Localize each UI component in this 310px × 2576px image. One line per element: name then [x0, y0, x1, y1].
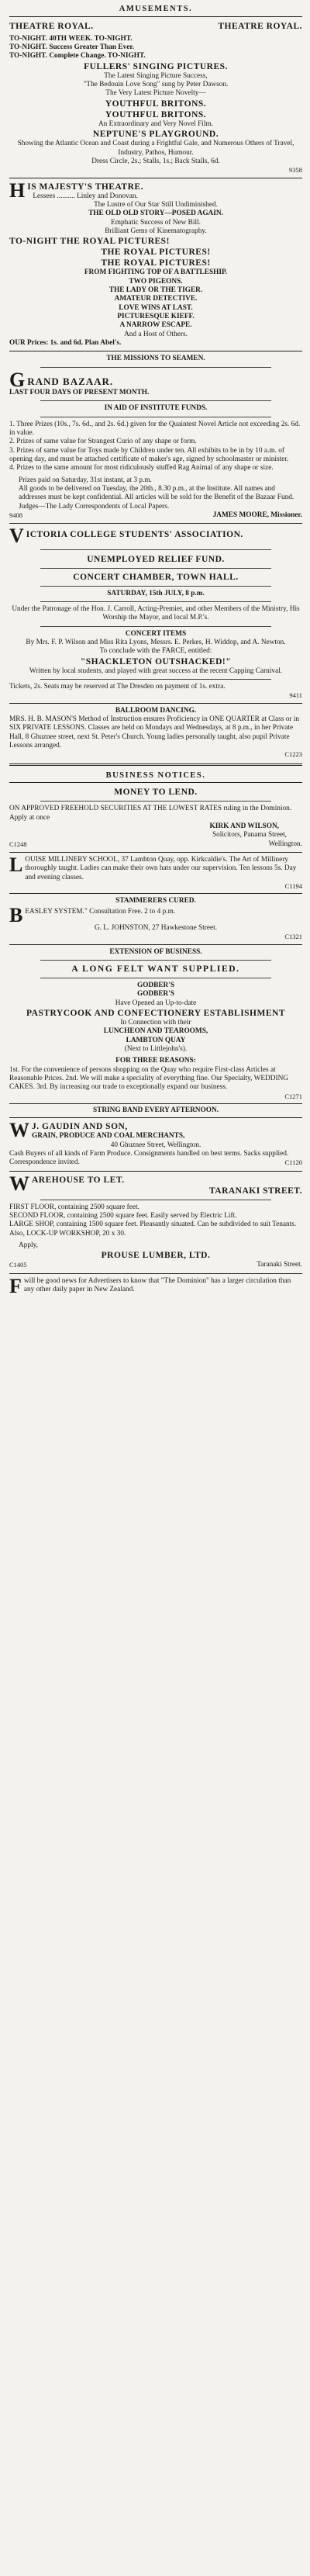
dropcap: L	[9, 853, 23, 877]
gaudin-text: Cash Buyers of all kinds of Farm Produce. Consignments handled on best terms. Sacks supplied.	[9, 1150, 289, 1158]
his-majestys-title: IS MAJESTY'S THEATRE.	[27, 182, 143, 192]
warehouse-large: LARGE SHOP, containing 1500 square feet. Pleasantly situated. Can be subdivided to suit Tenants.	[9, 1220, 297, 1229]
warehouse-firm: PROUSE LUMBER, LTD.	[101, 1251, 211, 1261]
victoria-ad	[9, 525, 302, 548]
extension-ad	[9, 947, 302, 1101]
dropcap: W	[9, 1119, 29, 1142]
theatre-line: The Very Latest Picture Novelty—	[105, 89, 206, 98]
money-addr1: Solicitors, Panama Street,	[212, 831, 287, 840]
extension-lambton: LAMBTON QUAY	[126, 1036, 186, 1044]
relief-farce-desc: Written by local students, and played with great success at the recent Capping Carnival.	[29, 667, 283, 675]
his-majestys-ad	[9, 178, 302, 349]
extension-title: EXTENSION OF BUSINESS.	[109, 947, 202, 956]
stammerers-title: STAMMERERS CURED.	[115, 897, 196, 905]
missions-sign: JAMES MOORE, Missioner.	[212, 511, 302, 519]
theatre-line: Dress Circle, 2s.; Stalls, 1s.; Back Stalls, 6d.	[91, 157, 220, 165]
extension-godber: GODBER'S	[136, 982, 175, 990]
hm-line: A NARROW ESCAPE.	[119, 321, 192, 330]
ballroom-title: BALLROOM DANCING.	[115, 706, 197, 715]
relief-farce-intro: To conclude with the FARCE, entitled:	[99, 647, 212, 656]
footer-notice	[9, 1276, 302, 1296]
missions-ad	[9, 354, 302, 521]
extension-next: (Next to Littlejohn's).	[124, 1045, 188, 1054]
missions-item: 3. Prizes of same value for Toys made by Children under ten. All exhibits to be in by 10 a.m. of opening day, and must be attached certificate of maker's age, signed by schoolmaster or minister.	[9, 446, 289, 463]
hm-line: FROM FIGHTING TOP OF A BATTLESHIP.	[84, 268, 228, 277]
relief-ad	[9, 553, 302, 701]
ad-code: C1248	[9, 840, 27, 848]
stammerers-ad	[9, 896, 302, 941]
relief-concert: CONCERT CHAMBER, TOWN HALL.	[73, 572, 239, 582]
extension-pastry: PASTRYCOOK AND CONFECTIONERY ESTABLISHMENT	[26, 1009, 286, 1019]
ballroom-ad	[9, 706, 302, 760]
missions-grand: RAND BAZAAR.	[27, 375, 114, 387]
missions-item: 4. Prizes to the same amount for most ridiculously stuffed Rag Animal of any shape or size.	[9, 464, 274, 473]
dropcap: W	[9, 1172, 29, 1195]
footer-text: will be good news for Advertisers to know that "The Dominion" has a larger circulation than any other daily paper in New Zealand.	[23, 1276, 291, 1294]
ad-code: C1120	[284, 1158, 302, 1167]
theatre-line: TO-NIGHT. Success Greater Than Ever.	[9, 43, 134, 52]
ad-code: 9411	[289, 691, 302, 700]
warehouse-also: Also, LOCK-UP WORKSHOP, 20 x 30.	[9, 1229, 126, 1238]
hm-line: AMATEUR DETECTIVE.	[114, 295, 198, 303]
dropcap: V	[9, 525, 24, 548]
relief-patron: Under the Patronage of the Hon. J. Carroll, Acting-Premier, and other Members of the Ministry, His Worship the Mayor, and local M.P.'s.	[12, 604, 300, 622]
missions-item: 1. Three Prizes (10s., 7s. 6d., and 2s. 6d.) given for the Quaintest Novel Article not exceeding 2s. 6d. in value.	[9, 420, 301, 437]
millinery-ad	[9, 855, 302, 891]
extension-long-felt: A LONG FELT WANT SUPPLIED.	[71, 964, 240, 975]
theatre-line: An Extraordinary and Very Novel Film.	[98, 119, 214, 128]
hm-line: Emphatic Success of New Bill.	[111, 218, 201, 227]
theatre-line: TO-NIGHT. 40TH WEEK. TO-NIGHT.	[9, 34, 133, 43]
money-title: MONEY TO LEND.	[114, 788, 198, 798]
warehouse-first: FIRST FLOOR, containing 2500 square feet.	[9, 1203, 140, 1211]
stammerers-addr: G. L. JOHNSTON, 27 Hawkestone Street.	[94, 924, 218, 933]
missions-title: THE MISSIONS TO SEAMEN.	[106, 355, 205, 363]
relief-items-title: CONCERT ITEMS	[125, 629, 187, 638]
gaudin-ad	[9, 1120, 302, 1168]
theatre-line: "The Bedouin Love Song" sung by Peter Dawson.	[83, 81, 229, 89]
theatre-line: Showing the Atlantic Ocean and Coast during a Frightful Gale, and Numerous Others of Travel, Industry, Pathos, Humour.	[17, 140, 294, 157]
hm-line: THE OLD OLD STORY—POSED AGAIN.	[88, 209, 223, 218]
relief-farce: "SHACKLETON OUTSHACKED!"	[80, 656, 232, 667]
ad-code: C1194	[284, 882, 302, 891]
millinery-text: OUISE MILLINERY SCHOOL, 37 Lambton Quay, opp. Kirkcaldie's. The Art of Millinery thoroughly taught. Ladies can make their own hats under our supervision. Ten lessons 5s. Day and evening classes.	[25, 856, 297, 881]
theatre-line: YOUTHFUL BRITONS.	[105, 99, 207, 109]
ad-code: C1271	[284, 1092, 302, 1100]
string-band: STRING BAND EVERY AFTERNOON.	[92, 1106, 219, 1115]
ad-code: C1321	[284, 933, 302, 941]
hm-prices: OUR Prices: 1s. and 6d. Plan Abel's.	[9, 338, 122, 347]
gaudin-name: J. GAUDIN AND SON,	[32, 1122, 128, 1132]
hm-line: And a Host of Others.	[124, 330, 188, 338]
hm-line: THE LADY OR THE TIGER.	[108, 286, 203, 294]
warehouse-ad	[9, 1174, 302, 1271]
dropcap: G	[9, 368, 26, 391]
stammerers-text: EASLEY SYSTEM." Consultation Free. 2 to 4 p.m.	[25, 907, 176, 916]
relief-performers: By Mrs. F. P. Wilson and Miss Rita Lyons, Messrs. E. Perkes, H. Widdop, and A. Newton.	[26, 638, 286, 646]
warehouse-apply: Apply,	[19, 1241, 38, 1250]
victoria-title: ICTORIA COLLEGE STUDENTS' ASSOCIATION.	[26, 530, 243, 540]
dropcap: B	[9, 903, 23, 926]
extension-reasons: 1st. For the convenience of persons shopping on the Quay who require First-class Articles at Reasonable Prices. 2nd. We will make a speciality of everything fine. Our Specialty, WEDDING CAKES. 3rd. By increasing our trade to exceptionally expand our business.	[9, 1065, 289, 1092]
money-addr2: Wellington.	[268, 840, 302, 848]
warehouse-title: AREHOUSE TO LET.	[32, 1175, 125, 1185]
his-majestys-lessees: Lessees .......... Linley and Donovan.	[33, 192, 138, 200]
warehouse-street: TARANAKI STREET.	[208, 1186, 302, 1196]
business-header: BUSINESS NOTICES.	[9, 770, 302, 784]
theatre-line: TO-NIGHT. Complete Change. TO-NIGHT.	[9, 52, 146, 61]
money-text: ON APPROVED FREEHOLD SECURITIES AT THE LOWEST RATES ruling in the Dominion. Apply at once	[9, 805, 292, 822]
relief-date: SATURDAY, 15th JULY, 8 p.m.	[107, 589, 205, 597]
hm-line: Brilliant Gems of Kinematography.	[105, 227, 207, 235]
dropcap: F	[9, 1274, 22, 1297]
warehouse-second: SECOND FLOOR, containing 2500 square feet. Easily served by Electric Lift.	[9, 1212, 237, 1220]
missions-opening: Prizes paid on Saturday, 31st instant, at 3 p.m.	[19, 476, 152, 484]
extension-luncheon: LUNCHEON AND TEAROOMS,	[103, 1027, 208, 1036]
missions-item: 2. Prizes of same value for Strangest Curio of any shape or form.	[9, 438, 197, 446]
extension-godber: GODBER'S	[136, 990, 175, 999]
hm-line: TWO PIGEONS.	[129, 277, 183, 286]
relief-tickets: Tickets, 2s. Seats may be reserved at The Dresden on payment of 1s. extra.	[9, 682, 226, 691]
hm-line: THE ROYAL PICTURES!	[101, 248, 211, 258]
theatre-line: NEPTUNE'S PLAYGROUND.	[92, 130, 219, 140]
extension-three: FOR THREE REASONS:	[115, 1057, 196, 1065]
extension-connection: In Connection with their	[120, 1019, 191, 1027]
theatre-royal-title-right: THEATRE ROYAL.	[218, 21, 302, 31]
extension-opened: Have Opened an Up-to-date	[115, 999, 197, 1007]
ballroom-text: MRS. H. B. MASON'S Method of Instruction ensures Proficiency in ONE QUARTER at Class or in SIX PRIVATE LESSONS. Classes are held on Mondays and Wednesdays, at 8 p.m., in her Private Hall, 8 Ghuznee street, next St. Peter's Church. Young ladies personally taught, also pupil Private Lessons arranged.	[9, 715, 300, 750]
hm-line: LOVE WINS AT LAST.	[119, 303, 193, 312]
gaudin-addr: 40 Ghuznee Street, Wellington.	[110, 1141, 202, 1149]
theatre-royal-title	[9, 21, 302, 32]
hm-line: THE ROYAL PICTURES!	[101, 258, 211, 268]
missions-last-four: LAST FOUR DAYS OF PRESENT MONTH.	[9, 388, 150, 396]
hm-line: TO-NIGHT THE ROYAL PICTURES!	[9, 237, 170, 247]
missions-in-aid: IN AID OF INSTITUTE FUNDS.	[104, 404, 208, 413]
ad-code: 9358	[289, 166, 302, 175]
relief-title: UNEMPLOYED RELIEF FUND.	[87, 554, 225, 564]
money-ad	[9, 786, 302, 850]
money-firm: KIRK AND WILSON,	[209, 822, 279, 831]
ad-code: C1223	[284, 750, 302, 759]
amusements-header: AMUSEMENTS.	[9, 3, 302, 17]
theatre-line: FULLERS' SINGING PICTURES.	[84, 61, 228, 71]
gaudin-corr: Correspondence invited.	[9, 1158, 80, 1167]
gaudin-line2: GRAIN, PRODUCE AND COAL MERCHANTS,	[32, 1132, 185, 1141]
ad-code: 9408	[9, 511, 22, 519]
theatre-royal-ad	[9, 20, 302, 175]
missions-judges: Judges—The Lady Correspondents of Local Papers.	[19, 502, 170, 511]
hm-line: PICTURESQUE KIEFF.	[117, 312, 195, 320]
hm-line: The Lustre of Our Star Still Undiminished.	[94, 200, 218, 209]
theatre-line: YOUTHFUL BRITONS.	[105, 109, 207, 119]
warehouse-street2: Taranaki Street.	[257, 1261, 302, 1269]
ad-code: C1405	[9, 1261, 27, 1269]
theatre-line: The Latest Singing Picture Success,	[104, 71, 208, 80]
missions-details: All goods to be delivered on Tuesday, the 20th., 8.30 p.m., at the Institute. All names and addresses must be kept confidential. All articles will be sold for the Benefit of the Bazaar Fund.	[19, 484, 294, 502]
theatre-royal-title-left: THEATRE ROYAL.	[9, 21, 94, 31]
dropcap: H	[9, 178, 26, 202]
